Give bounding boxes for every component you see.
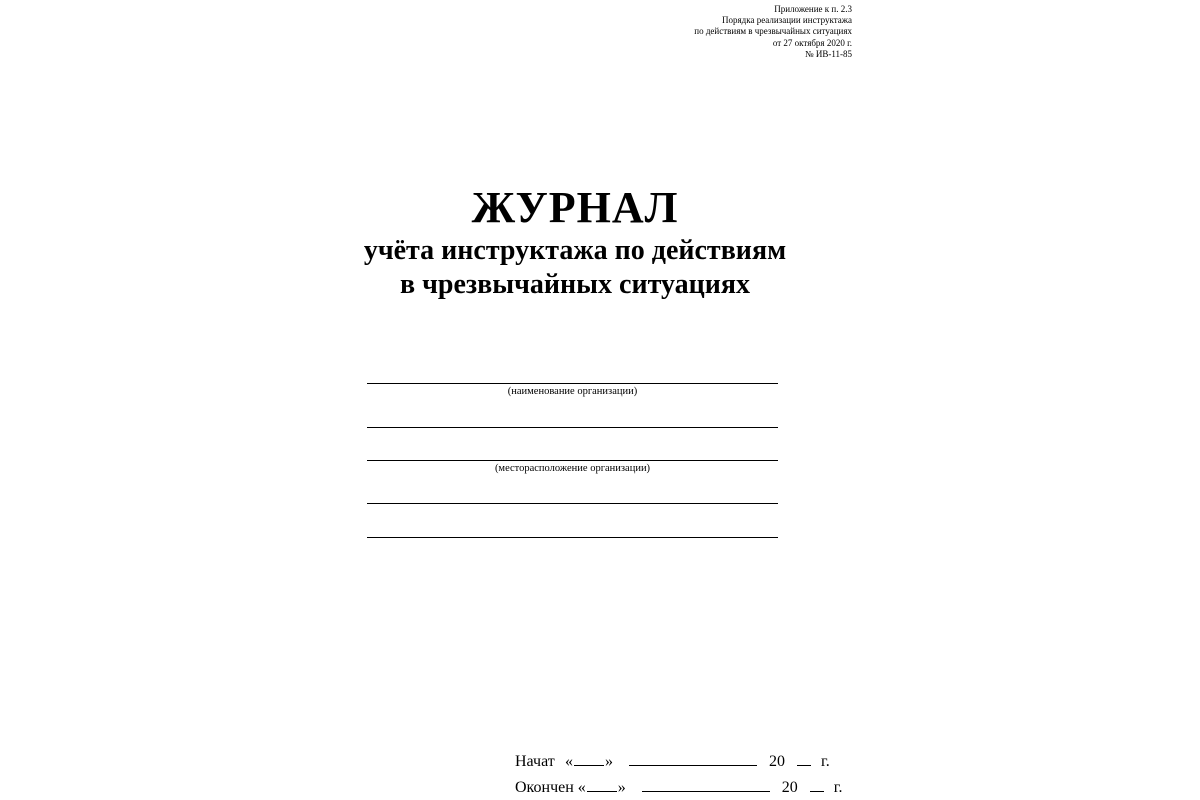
organization-location-line[interactable] [367, 460, 778, 461]
journal-title: ЖУРНАЛ [471, 183, 679, 232]
start-year-suffix: г. [821, 753, 830, 770]
journal-subtitle-line: в чрезвычайных ситуациях [399, 269, 751, 300]
start-month-blank[interactable] [629, 751, 757, 766]
journal-subtitle [300, 234, 850, 302]
organization-name-caption: (наименование организации) [507, 386, 638, 397]
start-date-row [515, 751, 830, 772]
end-year-suffix: г. [833, 779, 843, 796]
start-year-blank[interactable] [797, 751, 811, 766]
end-century: 20 [781, 779, 798, 796]
end-date-label: Окончен [515, 779, 574, 796]
appendix-line: № ИВ-11-85 [805, 48, 852, 59]
appendix-note [600, 4, 852, 60]
quote-close: » [617, 779, 626, 796]
journal-subtitle-line: учёта инструктажа по действиям [363, 235, 787, 266]
end-day-blank[interactable] [587, 777, 617, 792]
start-day-blank[interactable] [574, 751, 604, 766]
appendix-line: по действиям в чрезвычайных ситуациях [694, 26, 852, 37]
end-date-row [515, 777, 843, 798]
organization-location-line-3[interactable] [367, 537, 778, 538]
organization-location-line-2[interactable] [367, 503, 778, 504]
appendix-line: от 27 октября 2020 г. [772, 37, 852, 48]
appendix-line: Порядка реализации инструктажа [722, 15, 852, 26]
organization-location-caption: (месторасположение организации) [494, 463, 651, 474]
organization-name-line[interactable] [367, 383, 778, 384]
appendix-line: Приложение к п. 2.3 [774, 4, 852, 14]
quote-close: » [605, 753, 613, 770]
organization-name-line-2[interactable] [367, 427, 778, 428]
start-century: 20 [769, 753, 785, 770]
end-month-blank[interactable] [642, 777, 770, 792]
end-year-blank[interactable] [810, 777, 824, 792]
quote-open: « [577, 779, 586, 796]
quote-open: « [565, 753, 573, 770]
start-date-label: Начат [515, 753, 555, 770]
